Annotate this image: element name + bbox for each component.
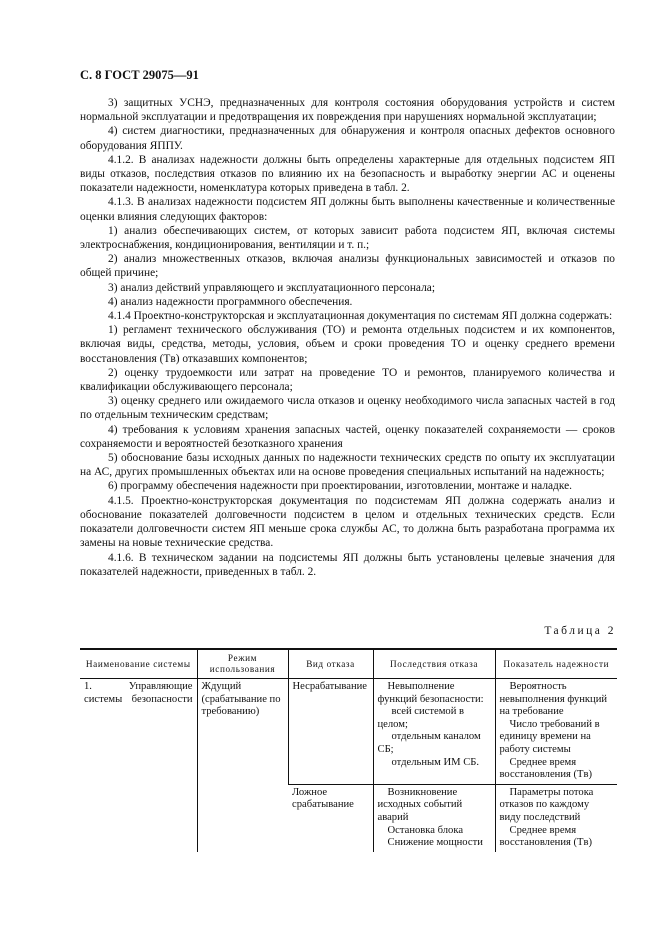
paragraph: 2) оценку трудоемкости или затрат на проведение ТО и ремонтов, планируемого количества и квалификации обслуживающего персонала;: [80, 366, 615, 394]
table-row: [80, 679, 617, 785]
paragraph: 4) требования к условиям хранения запасных частей, оценку показателей сохраняемости — сроков сохраняемости и вероятностей безотказного хранения: [80, 423, 615, 450]
cell-indicators: Параметры потока отказов по каждому виду последствий Среднее время восстановления (Tв): [495, 784, 617, 851]
paragraph: 3) анализ действий управляющего и эксплуатационного персонала;: [108, 281, 435, 294]
paragraph: 4) систем диагностики, предназначенных для обнаружения и контроля опасных дефектов основного оборудования ЯППУ.: [80, 125, 615, 152]
column-header: Показатель надежности: [495, 649, 617, 679]
cell-failure: Ложное срабатывание: [288, 784, 373, 851]
cell-mode: Ждущий (срабатывание по требованию): [197, 679, 288, 852]
paragraph: 4.1.6. В техническом задании на подсистемы ЯП должны быть установлены целевые значения для показателей надежности, приведенных в табл. 2.: [80, 551, 615, 578]
paragraph: 2) анализ множественных отказов, включая анализы функциональных зависимостей и отказов по общей причине;: [80, 253, 615, 280]
cell-system: 1. Управляющие системы безопасности: [84, 681, 193, 705]
column-header: Наименование системы: [80, 649, 197, 679]
column-header: Вид отказа: [288, 649, 373, 679]
cell-indicators: Вероятность невыполнения функций на требование Число требований в единицу времени на работу системы Среднее время восстановления (Tв): [495, 679, 617, 785]
page-header: С. 8 ГОСТ 29075—91: [80, 68, 199, 82]
paragraph: 4.1.2. В анализах надежности должны быть определены характерные для отдельных подсистем ЯП виды отказов, последствия отказов по влиянию их на безопасность и выработку энергии АС и оценены показатели надежности, номенклатура которых приведена в табл. 2.: [80, 153, 615, 195]
paragraph: 4) анализ надежности программного обеспечения.: [108, 295, 353, 308]
paragraph: 1) регламент технического обслуживания (ТО) и ремонта отдельных подсистем и их компонентов, включая виды, средства, методы, условия, объем и сроки проведения ТО и оценку среднего времени восстановления (Tв) отказавших компонентов;: [80, 324, 615, 365]
body-text: [80, 96, 615, 579]
paragraph: 4.1.3. В анализах надежности подсистем ЯП должны быть выполнены качественные и количественные оценки влияния следующих факторов:: [80, 196, 615, 223]
paragraph: 3) защитных УСНЭ, предназначенных для контроля состояния оборудования устройств и систем нормальной эксплуатации и предотвращения их повреждения при нарушениях нормальной эксплуатации;: [80, 97, 615, 124]
paragraph: 1) анализ обеспечивающих систем, от которых зависит работа подсистем ЯП, включая системы электроснабжения, кондиционирования, вентиляции и т. п.;: [80, 224, 615, 252]
reliability-table: [80, 648, 617, 852]
column-header: Последствия отказа: [373, 649, 495, 679]
cell-consequences: Возникновение исходных событий аварий Остановка блока Снижение мощности: [373, 784, 495, 851]
paragraph: 3) оценку среднего или ожидаемого числа отказов и оценку необходимого числа запасных частей в год по отдельным техническим средствам;: [80, 395, 615, 422]
paragraph: 5) обоснование базы исходных данных по надежности технических средств по опыту их эксплуатации на АС, других промышленных объектах или на основе проведения специальных испытаний на надежность;: [80, 452, 615, 479]
cell-consequences: Невыполнение функций безопасности: всей системой в целом; отдельным каналом СБ; отдельным ИМ СБ.: [373, 679, 495, 785]
column-header: Режим использования: [197, 649, 288, 679]
cell-failure: Несрабатывание: [288, 679, 373, 785]
paragraph: 6) программу обеспечения надежности при проектировании, изготовлении, монтаже и наладке.: [108, 480, 573, 493]
table-header-row: [80, 649, 617, 679]
paragraph: 4.1.5. Проектно-конструкторская документация по подсистемам ЯП должна содержать анализ и обоснование показателей долговечности подсистем в целом и отдельных технических средств. Если показатели долговечности систем ЯП меньше срока службы АС, то должна быть разработана программа их замены на новые технические средства.: [80, 494, 615, 550]
table-caption: Таблица 2: [544, 625, 616, 637]
paragraph: 4.1.4 Проектно-конструкторская и эксплуатационная документация по системам ЯП должна содержать:: [108, 310, 613, 323]
